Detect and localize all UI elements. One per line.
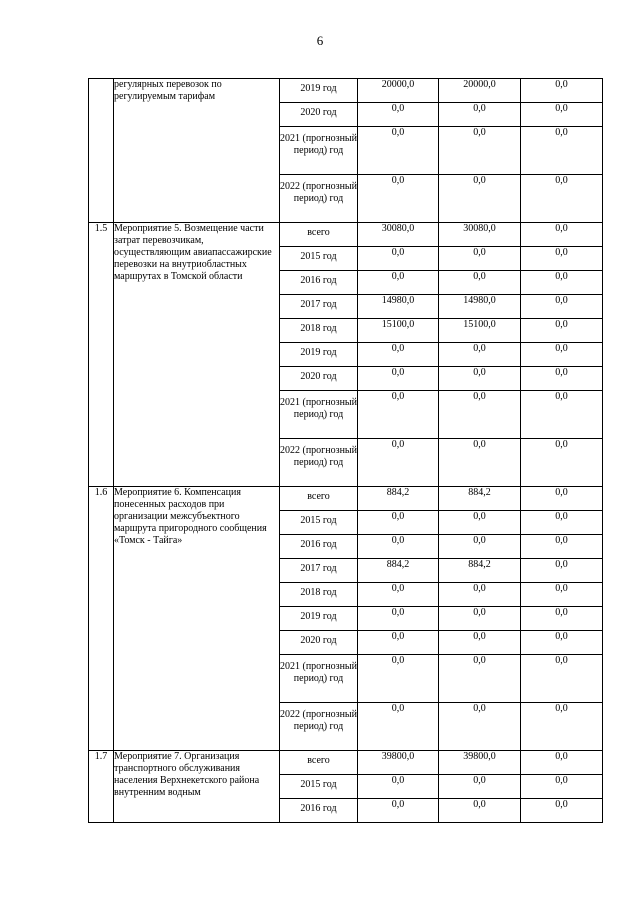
- value-cell-1: 15100,0: [358, 319, 439, 343]
- measure-number: [89, 79, 114, 223]
- value-cell-2: 0,0: [439, 535, 521, 559]
- value-cell-2: 30080,0: [439, 223, 521, 247]
- value-cell-3: 0,0: [521, 223, 603, 247]
- value-cell-3: 0,0: [521, 271, 603, 295]
- value-cell-3: 0,0: [521, 751, 603, 775]
- period-cell: 2015 год: [280, 247, 358, 271]
- period-cell: 2018 год: [280, 583, 358, 607]
- value-cell-1: 14980,0: [358, 295, 439, 319]
- value-cell-3: 0,0: [521, 607, 603, 631]
- value-cell-3: 0,0: [521, 367, 603, 391]
- value-cell-3: 0,0: [521, 583, 603, 607]
- value-cell-3: 0,0: [521, 295, 603, 319]
- period-cell: 2018 год: [280, 319, 358, 343]
- value-cell-1: 30080,0: [358, 223, 439, 247]
- value-cell-3: 0,0: [521, 559, 603, 583]
- value-cell-2: 0,0: [439, 127, 521, 175]
- value-cell-2: 0,0: [439, 511, 521, 535]
- period-cell: 2019 год: [280, 79, 358, 103]
- value-cell-3: 0,0: [521, 655, 603, 703]
- value-cell-2: 884,2: [439, 559, 521, 583]
- value-cell-2: 0,0: [439, 775, 521, 799]
- value-cell-2: 0,0: [439, 343, 521, 367]
- value-cell-3: 0,0: [521, 79, 603, 103]
- value-cell-1: 0,0: [358, 775, 439, 799]
- value-cell-3: 0,0: [521, 391, 603, 439]
- value-cell-1: 0,0: [358, 103, 439, 127]
- value-cell-1: 0,0: [358, 439, 439, 487]
- period-cell: 2020 год: [280, 631, 358, 655]
- period-cell: 2021 (прогнозный период) год: [280, 391, 358, 439]
- value-cell-3: 0,0: [521, 439, 603, 487]
- period-cell: 2019 год: [280, 343, 358, 367]
- measure-name: Мероприятие 5. Возмещение части затрат перевозчикам, осуществляющим авиапассажирские перевозки на внутриобластных маршрутах в Томской области: [114, 223, 280, 487]
- value-cell-1: 884,2: [358, 559, 439, 583]
- value-cell-2: 14980,0: [439, 295, 521, 319]
- value-cell-2: 0,0: [439, 439, 521, 487]
- value-cell-1: 0,0: [358, 343, 439, 367]
- value-cell-1: 0,0: [358, 535, 439, 559]
- value-cell-3: 0,0: [521, 511, 603, 535]
- value-cell-3: 0,0: [521, 247, 603, 271]
- value-cell-1: 0,0: [358, 367, 439, 391]
- value-cell-3: 0,0: [521, 799, 603, 823]
- value-cell-1: 0,0: [358, 511, 439, 535]
- value-cell-3: 0,0: [521, 319, 603, 343]
- measure-name: регулярных перевозок по регулируемым тарифам: [114, 79, 280, 223]
- value-cell-1: 0,0: [358, 175, 439, 223]
- value-cell-1: 20000,0: [358, 79, 439, 103]
- budget-table: [88, 78, 603, 823]
- value-cell-3: 0,0: [521, 535, 603, 559]
- page-number: 6: [316, 33, 324, 48]
- period-cell: 2021 (прогнозный период) год: [280, 127, 358, 175]
- period-cell: 2020 год: [280, 367, 358, 391]
- value-cell-3: 0,0: [521, 775, 603, 799]
- value-cell-2: 0,0: [439, 799, 521, 823]
- period-cell: всего: [280, 487, 358, 511]
- value-cell-1: 0,0: [358, 271, 439, 295]
- value-cell-2: 0,0: [439, 631, 521, 655]
- period-cell: всего: [280, 223, 358, 247]
- value-cell-1: 0,0: [358, 247, 439, 271]
- value-cell-2: 15100,0: [439, 319, 521, 343]
- value-cell-2: 0,0: [439, 175, 521, 223]
- period-cell: 2015 год: [280, 511, 358, 535]
- period-cell: 2016 год: [280, 271, 358, 295]
- value-cell-2: 39800,0: [439, 751, 521, 775]
- value-cell-3: 0,0: [521, 103, 603, 127]
- period-cell: 2022 (прогнозный период) год: [280, 175, 358, 223]
- period-cell: 2019 год: [280, 607, 358, 631]
- value-cell-2: 884,2: [439, 487, 521, 511]
- measure-number: 1.7: [89, 751, 114, 823]
- value-cell-3: 0,0: [521, 631, 603, 655]
- period-cell: 2016 год: [280, 535, 358, 559]
- table-row: [89, 751, 603, 775]
- value-cell-1: 0,0: [358, 799, 439, 823]
- period-cell: 2022 (прогнозный период) год: [280, 439, 358, 487]
- value-cell-2: 0,0: [439, 655, 521, 703]
- value-cell-3: 0,0: [521, 703, 603, 751]
- value-cell-1: 0,0: [358, 583, 439, 607]
- period-cell: 2021 (прогнозный период) год: [280, 655, 358, 703]
- value-cell-2: 20000,0: [439, 79, 521, 103]
- period-cell: 2017 год: [280, 559, 358, 583]
- period-cell: 2022 (прогнозный период) год: [280, 703, 358, 751]
- value-cell-1: 0,0: [358, 703, 439, 751]
- period-cell: 2017 год: [280, 295, 358, 319]
- period-cell: 2020 год: [280, 103, 358, 127]
- value-cell-1: 0,0: [358, 631, 439, 655]
- value-cell-1: 0,0: [358, 391, 439, 439]
- value-cell-1: 0,0: [358, 655, 439, 703]
- period-cell: всего: [280, 751, 358, 775]
- value-cell-3: 0,0: [521, 175, 603, 223]
- table-row: [89, 487, 603, 511]
- period-cell: 2015 год: [280, 775, 358, 799]
- measure-number: 1.5: [89, 223, 114, 487]
- value-cell-2: 0,0: [439, 607, 521, 631]
- value-cell-2: 0,0: [439, 583, 521, 607]
- value-cell-2: 0,0: [439, 103, 521, 127]
- value-cell-2: 0,0: [439, 247, 521, 271]
- value-cell-2: 0,0: [439, 391, 521, 439]
- table-row: [89, 79, 603, 103]
- table-row: [89, 223, 603, 247]
- period-cell: 2016 год: [280, 799, 358, 823]
- value-cell-1: 0,0: [358, 127, 439, 175]
- measure-number: 1.6: [89, 487, 114, 751]
- value-cell-1: 39800,0: [358, 751, 439, 775]
- value-cell-3: 0,0: [521, 343, 603, 367]
- value-cell-3: 0,0: [521, 487, 603, 511]
- value-cell-1: 0,0: [358, 607, 439, 631]
- measure-name: Мероприятие 6. Компенсация понесенных расходов при организации межсубъектного маршрута пригородного сообщения «Томск - Тайга»: [114, 487, 280, 751]
- value-cell-2: 0,0: [439, 703, 521, 751]
- value-cell-2: 0,0: [439, 271, 521, 295]
- value-cell-1: 884,2: [358, 487, 439, 511]
- value-cell-3: 0,0: [521, 127, 603, 175]
- measure-name: Мероприятие 7. Организация транспортного обслуживания населения Верхнекетского района внутренним водным: [114, 751, 280, 823]
- value-cell-2: 0,0: [439, 367, 521, 391]
